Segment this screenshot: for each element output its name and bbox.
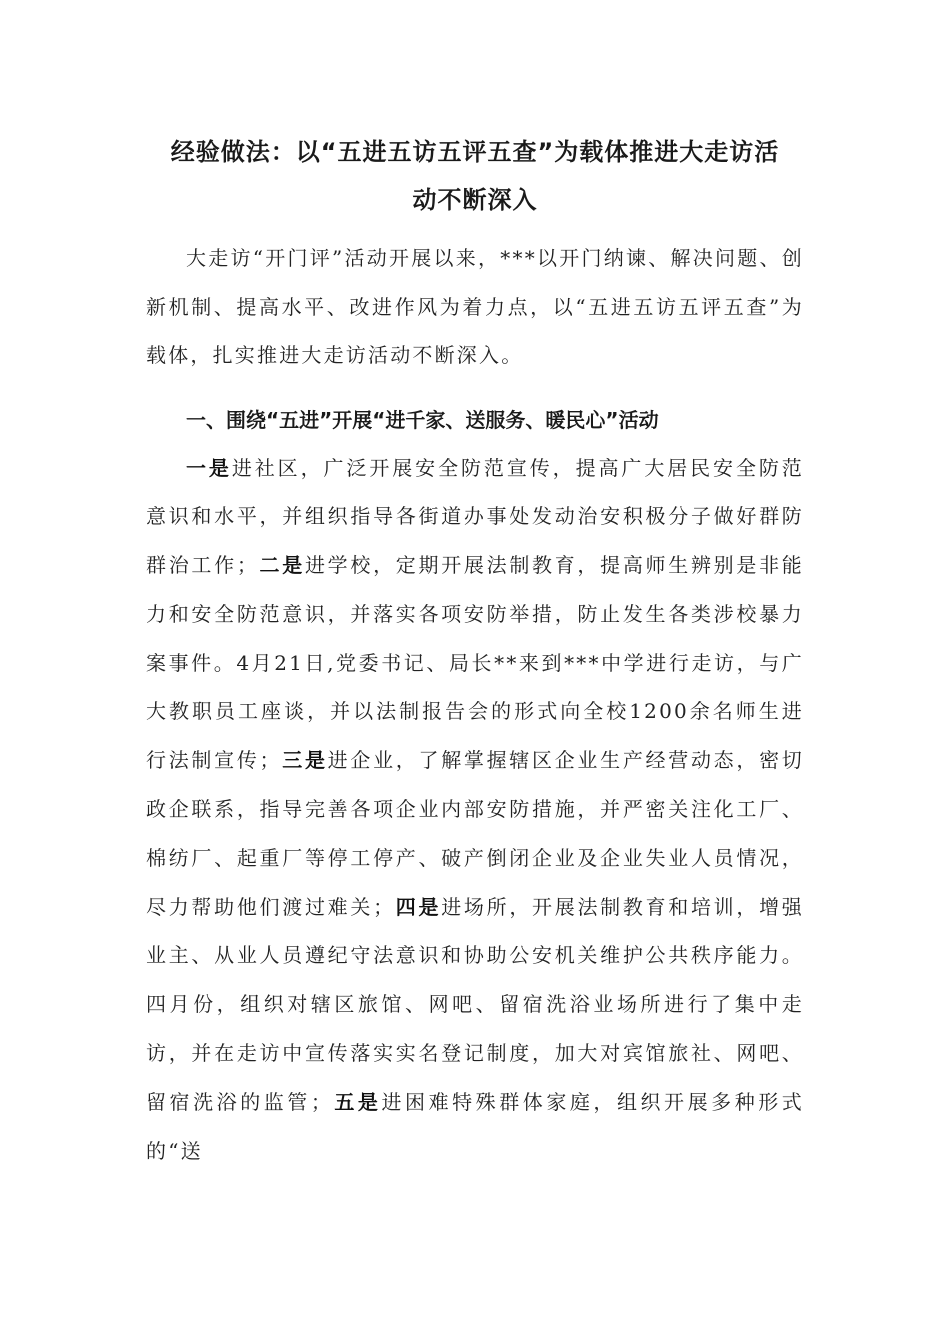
item-school: 进学校，定期开展法制教育，提高师生辨别是非能力和安全防范意识，并落实各项安防举措，防止发生各类涉校暴力案事件。4月21日,党委书记、局长**来到***中学进行走访，与广大教职员工座谈，并以法制报告会的形式向全校1200余名师生进行法制宣传； bbox=[146, 553, 804, 773]
document-title bbox=[146, 128, 804, 224]
intro-paragraph: 大走访“开门评”活动开展以来，***以开门纳谏、解决问题、创新机制、提高水平、改进作风为着力点，以“五进五访五评五查”为载体，扎实推进大走访活动不断深入。 bbox=[146, 246, 804, 367]
item-families: 进困难特殊群体家庭，组织开展多种形式的“送 bbox=[146, 1089, 804, 1163]
keyword-first: 一是 bbox=[186, 455, 232, 480]
item-enterprise: 进企业，了解掌握辖区企业生产经营动态，密切政企联系，指导完善各项企业内部安防措施，并严密关注化工厂、棉纺厂、起重厂等停工停产、破产倒闭企业及企业失业人员情况，尽力帮助他们渡过难关； bbox=[146, 748, 804, 919]
section-1-body bbox=[146, 444, 804, 1176]
title-line-2: 动不断深入 bbox=[412, 186, 538, 214]
section-heading-1: 一、围绕“五进”开展“进千家、送服务、暖民心”活动 bbox=[186, 407, 659, 432]
keyword-third: 三是 bbox=[281, 748, 328, 773]
item-venues: 进场所，开展法制教育和培训，增强业主、从业人员遵纪守法意识和协助公安机关维护公共秩序能力。四月份，组织对辖区旅馆、网吧、留宿洗浴业场所进行了集中走访，并在走访中宣传落实实名登记制度，加大对宾馆旅社、网吧、留宿洗浴的监管； bbox=[146, 894, 805, 1114]
keyword-fourth: 四是 bbox=[395, 894, 442, 919]
document-page bbox=[146, 128, 804, 1175]
title-line-1: 经验做法：以“五进五访五评五查”为载体推进大走访活 bbox=[170, 138, 780, 166]
item-community: 进社区，广泛开展安全防范宣传，提高广大居民安全防范意识和水平，并组织指导各街道办事处发动治安积极分子做好群防群治工作； bbox=[146, 455, 805, 578]
keyword-fifth: 五是 bbox=[333, 1089, 382, 1114]
keyword-second: 二是 bbox=[259, 553, 305, 578]
